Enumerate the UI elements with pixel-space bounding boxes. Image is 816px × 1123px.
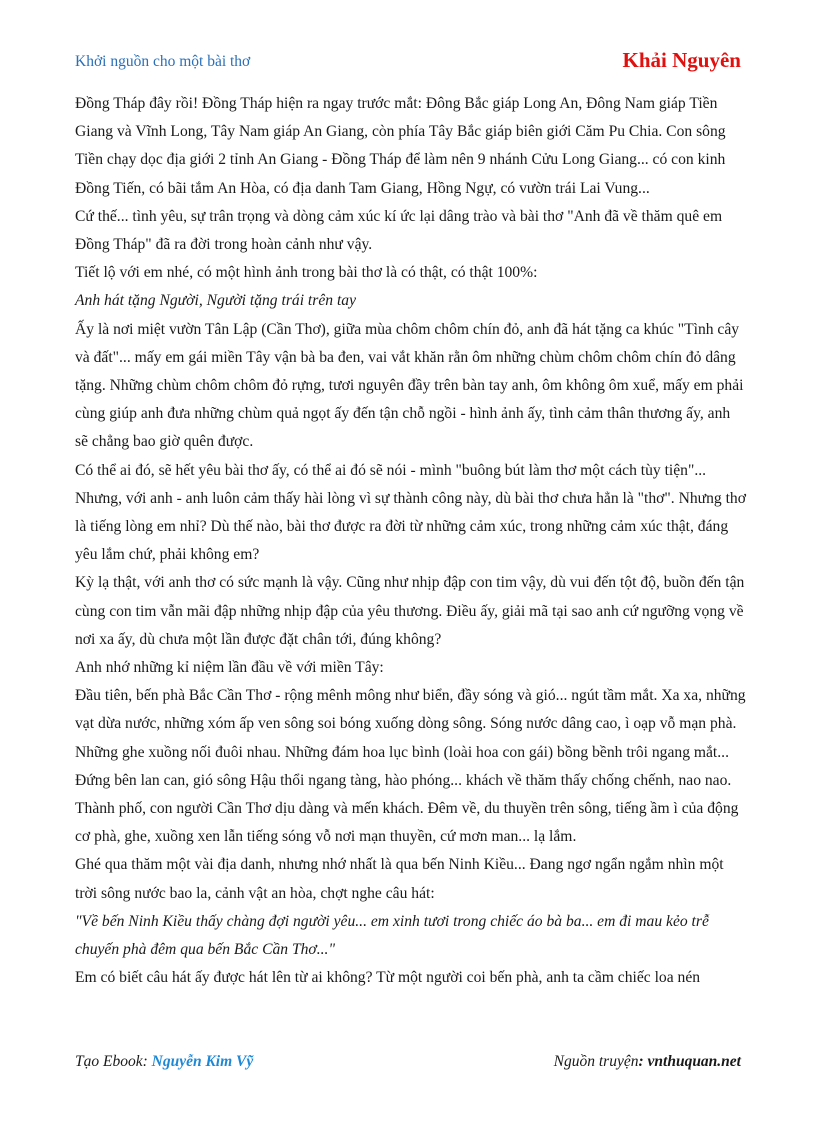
paragraph: Ấy là nơi miệt vườn Tân Lập (Cần Thơ), giữa mùa chôm chôm chín đỏ, anh đã hát tặng ca khúc "Tình cây và đất"... mấy em gái miền Tây vận bà ba đen, vai vắt khăn rằn ôm những chùm chôm chôm chín đỏ dâng tặng. Những chùm chôm chôm đỏ rựng, tươi nguyên đầy trên bàn tay anh, ôm không ôm xuể, mấy em phải cùng giúp anh đưa những chùm quả ngọt ấy đến tận chỗ ngồi - hình ảnh ấy, tình cảm thân thương ấy, anh sẽ chẳng bao giờ quên được.	[75, 320, 744, 451]
source-separator: :	[638, 1053, 648, 1070]
paragraph: Em có biết câu hát ấy được hát lên từ ai không? Từ một người coi bến phà, anh ta cầm chiếc loa nén	[75, 969, 701, 987]
page-header	[75, 48, 741, 78]
paragraph: Đầu tiên, bến phà Bắc Cần Thơ - rộng mênh mông như biển, đầy sóng và gió... ngút tầm mắt. Xa xa, những vạt dừa nước, những xóm ấp ven sông soi bóng xuống dòng sông. Sóng nước dâng cao, ì oạp vỗ mạn phà. Những ghe xuồng nối đuôi nhau. Những đám hoa lục bình (loài hoa con gái) bồng bềnh trôi ngang mắt... Đứng bên lan can, gió sông Hậu thổi ngang tàng, hào phóng... khách về thăm thấy chống chếnh, nao nao.	[75, 687, 746, 789]
source-label: Nguồn truyện	[553, 1053, 639, 1070]
ebook-label: Tạo Ebook	[75, 1053, 143, 1070]
source-site: vnthuquan.net	[647, 1053, 741, 1070]
paragraph: Cứ thế... tình yêu, sự trân trọng và dòng cảm xúc kí ức lại dâng trào và bài thơ "Anh đã về thăm quê em Đồng Tháp" đã ra đời trong hoàn cảnh như vậy.	[75, 207, 723, 254]
chapter-body	[75, 90, 747, 993]
source-credit	[554, 1053, 741, 1071]
paragraph: Anh nhớ những kỉ niệm lần đầu về với miền Tây:	[75, 659, 384, 677]
paragraph: Tiết lộ với em nhé, có một hình ảnh trong bài thơ là có thật, có thật 100%:	[75, 264, 538, 282]
paragraph: Đồng Tháp đây rồi! Đồng Tháp hiện ra ngay trước mắt: Đông Bắc giáp Long An, Đông Nam giáp Tiền Giang và Vĩnh Long, Tây Nam giáp An Giang, còn phía Tây Bắc giáp biên giới Căm Pu Chia. Con sông Tiền chạy dọc địa giới 2 tỉnh An Giang - Đồng Tháp để làm nên 9 nhánh Cửu Long Giang... có con kinh Đồng Tiến, có bãi tắm An Hòa, có địa danh Tam Giang, Hồng Ngự, có vườn trái Lai Vung...	[75, 95, 726, 197]
poem-verse: Anh hát tặng Người, Người tặng trái trên tay	[75, 292, 356, 310]
ebook-credit	[75, 1053, 253, 1071]
paragraph: Thành phố, con người Cần Thơ dịu dàng và mến khách. Đêm về, du thuyền trên sông, tiếng ầm ì của động cơ phà, ghe, xuồng xen lẫn tiếng sóng vỗ nơi mạn thuyền, cứ mơn man... lạ lắm.	[75, 800, 739, 846]
book-title: Khởi nguồn cho một bài thơ	[75, 53, 251, 70]
paragraph: Ghé qua thăm một vài địa danh, nhưng nhớ nhất là qua bến Ninh Kiều... Đang ngơ ngẩn ngắm nhìn một trời sông nước bao la, cảnh vật an hòa, chợt nghe câu hát:	[75, 856, 724, 902]
ebook-separator: :	[142, 1053, 152, 1070]
author-name: Khải Nguyên	[622, 48, 741, 72]
song-lyric: "Về bến Ninh Kiều thấy chàng đợi người yêu... em xinh tươi trong chiếc áo bà ba... em đi mau kẻo trễ chuyến phà đêm qua bến Bắc Cần Thơ..."	[75, 912, 709, 959]
page-footer	[75, 1053, 741, 1077]
paragraph: Có thể ai đó, sẽ hết yêu bài thơ ấy, có thể ai đó sẽ nói - mình "buông bút làm thơ một cách tùy tiện"... Nhưng, với anh - anh luôn cảm thấy hài lòng vì sự thành công này, dù bài thơ chưa hẳn là "thơ". Nhưng thơ là tiếng lòng em nhỉ? Dù thế nào, bài thơ được ra đời từ những cảm xúc, trong những cảm xúc thật, đáng yêu lắm chứ, phải không em?	[75, 461, 746, 564]
ebook-creator-name: Nguyễn Kim Vỹ	[151, 1053, 254, 1070]
paragraph: Kỳ lạ thật, với anh thơ có sức mạnh là vậy. Cũng như nhịp đập con tim vậy, dù vui đến tột độ, buồn đến tận cùng con tim vẫn mãi đập những nhịp đập của yêu thương. Điều ấy, giải mã tại sao anh cứ ngưỡng vọng về nơi xa ấy, dù chưa một lần được đặt chân tới, đúng không?	[75, 574, 745, 648]
